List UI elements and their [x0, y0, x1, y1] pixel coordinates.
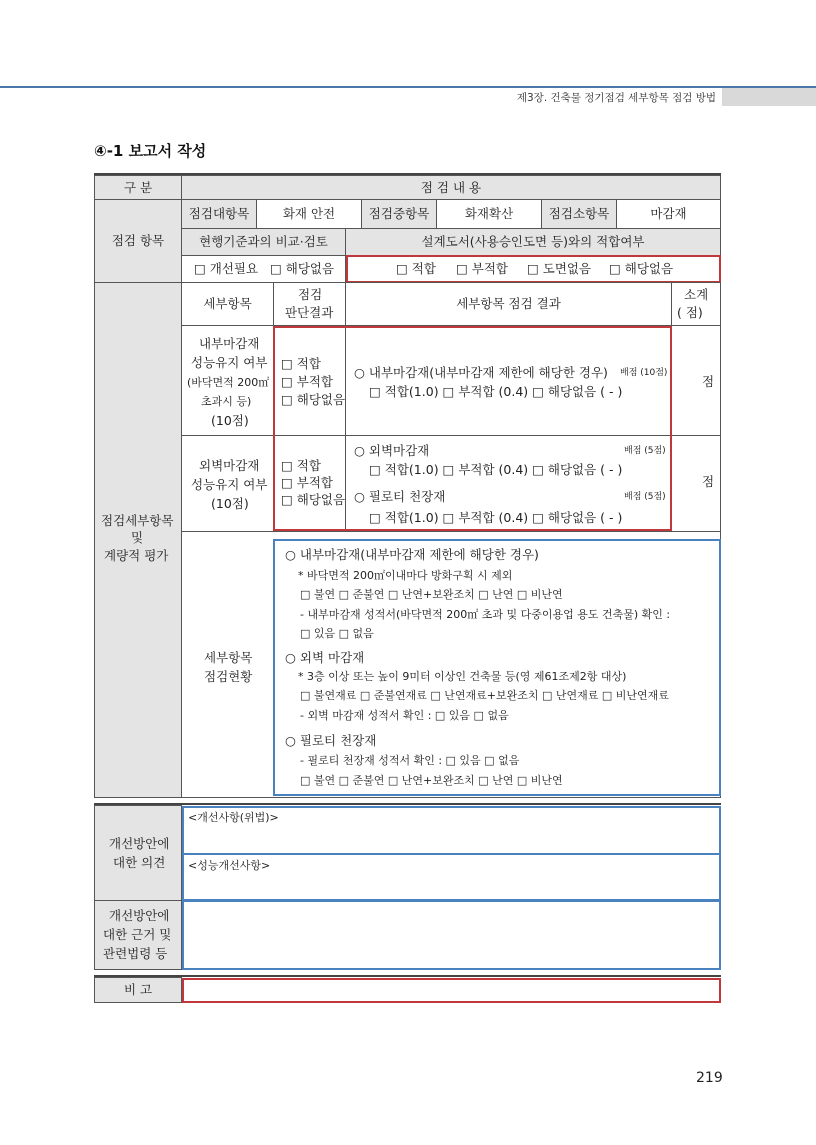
- remarks-top-rule: [94, 975, 721, 977]
- status-line-9[interactable]: - 외벽 마감재 성적서 확인 : □ 있음 □ 없음: [300, 709, 509, 722]
- gubun-header: [94, 175, 182, 200]
- row2-result1-options[interactable]: □ 적합(1.0) □ 부적합 (0.4) □ 해당없음 ( - ): [369, 462, 623, 477]
- row2-name-1: 외벽마감재: [199, 458, 260, 473]
- chapter-title: 제3장. 건축물 정기점검 세부항목 점검 방법: [516, 92, 716, 104]
- h-sub-cell: [181, 282, 274, 326]
- opinion-label-cell: [94, 805, 182, 901]
- basis-label-3: 관련법령 등: [103, 946, 168, 961]
- row1-name-4: 초과시 등): [201, 395, 252, 408]
- status-line-5[interactable]: □ 있음 □ 없음: [300, 627, 374, 640]
- item-label: 점검 항목: [111, 233, 165, 249]
- middle-label-cell: [361, 199, 437, 229]
- row2-name-3: (10점): [211, 496, 249, 511]
- row1-judge-unfit[interactable]: □ 부적합: [281, 374, 334, 389]
- status-line-3[interactable]: □ 불연 □ 준불연 □ 난연+보완조치 □ 난연 □ 비난연: [300, 588, 563, 601]
- status-label-2: 점검현황: [204, 669, 253, 684]
- major-value-cell: [256, 199, 362, 229]
- status-line-1: ○ 내부마감재(내부마감재 제한에 해당한 경우): [285, 547, 539, 562]
- status-line-10: ○ 필로티 천장재: [285, 733, 377, 748]
- violation-label: <개선사항(위법)>: [188, 811, 279, 824]
- section-title: ④-1 보고서 작성: [94, 142, 207, 160]
- minor-label-cell: [541, 199, 617, 229]
- minor-label: 점검소항목: [548, 206, 610, 222]
- detail-label-3: 계량적 평가: [104, 548, 169, 563]
- row1-total: 점: [702, 374, 715, 389]
- design-label-cell: [345, 228, 721, 256]
- gubun-header-label: 구 분: [123, 179, 153, 195]
- row2-result2-title: ○ 필로티 천장재: [354, 489, 446, 504]
- row1-judge-fit[interactable]: □ 적합: [281, 356, 321, 371]
- opinion-label-2: 대한 의견: [113, 855, 166, 870]
- performance-label: <성능개선사항>: [188, 859, 271, 872]
- status-line-4: - 내부마감재 성적서(바닥면적 200㎡ 초과 및 다중이용업 용도 건축물) 확인 :: [300, 608, 671, 621]
- status-line-2: * 바닥면적 200㎡이내마다 방화구획 시 제외: [298, 569, 513, 582]
- h-judge-2: 판단결과: [285, 305, 334, 320]
- major-label-cell: [181, 199, 257, 229]
- content-header-label: 점 검 내 용: [420, 179, 482, 195]
- row1-result-options[interactable]: □ 적합(1.0) □ 부적합 (0.4) □ 해당없음 ( - ): [369, 384, 623, 399]
- h-sub: 세부항목: [203, 296, 252, 312]
- h-total-2: ( 점): [677, 305, 703, 320]
- middle-value-cell: [436, 199, 542, 229]
- status-line-8[interactable]: □ 불연재료 □ 준불연재료 □ 난연재료+보완조치 □ 난연재료 □ 비난연재료: [300, 689, 669, 702]
- detail-label-1: 점검세부항목: [101, 513, 174, 528]
- row2-name-2: 성능유지 여부: [191, 477, 268, 492]
- opinion-top-rule: [94, 803, 721, 805]
- middle-label: 점검중항목: [368, 206, 430, 222]
- remarks-box[interactable]: [182, 978, 721, 1003]
- basis-box[interactable]: [182, 900, 721, 970]
- remarks-label-cell: [94, 977, 182, 1003]
- h-result-cell: [345, 282, 672, 326]
- design-label: 설계도서(사용승인도면 등)와의 적합여부: [421, 234, 645, 250]
- opinion-label-1: 개선방안에: [109, 836, 170, 851]
- h-total-1: 소계: [684, 287, 709, 302]
- compare-option-na[interactable]: □ 해당없음: [270, 261, 335, 276]
- row1-score: 배점 (10점): [620, 368, 668, 378]
- status-line-6: ○ 외벽 마감재: [285, 650, 365, 665]
- row1-name-1: 내부마감재: [199, 336, 260, 351]
- row2-result1-score: 배점 (5점): [624, 446, 666, 456]
- header-rule: [0, 86, 816, 88]
- row2-judge-na[interactable]: □ 해당없음: [281, 492, 346, 507]
- design-options-highlight: [346, 255, 721, 283]
- item-label-cell: [94, 199, 182, 283]
- row1-name-5: (10점): [211, 413, 249, 428]
- basis-label-1: 개선방안에: [109, 908, 170, 923]
- row1-name-2: 성능유지 여부: [191, 355, 268, 370]
- detail-label-2: 및: [131, 530, 144, 545]
- compare-label: 현행기준과의 비교·검토: [199, 234, 328, 250]
- row2-judge-unfit[interactable]: □ 부적합: [281, 475, 334, 490]
- page-number: 219: [696, 1070, 723, 1086]
- row2-judge-fit[interactable]: □ 적합: [281, 458, 321, 473]
- major-label: 점검대항목: [188, 206, 250, 222]
- row1-result-title: ○ 내부마감재(내부마감재 제한에 해당한 경우): [354, 365, 608, 380]
- status-label-1: 세부항목: [204, 650, 253, 665]
- row2-result2-score: 배점 (5점): [624, 492, 666, 502]
- compare-option-needed[interactable]: □ 개선필요: [194, 261, 259, 276]
- row1-name-3: (바닥면적 200㎡: [187, 376, 270, 389]
- minor-value: 마감재: [650, 206, 687, 222]
- judge-result-highlight: [273, 326, 672, 531]
- compare-label-cell: [181, 228, 346, 256]
- middle-value: 화재확산: [464, 206, 514, 222]
- design-option-unfit[interactable]: □ 부적합: [456, 261, 509, 276]
- h-judge-1: 점검: [298, 287, 323, 302]
- minor-value-cell: [616, 199, 721, 229]
- status-line-7: * 3층 이상 또는 높이 9미터 이상인 건축물 등(영 제61조제2항 대상): [298, 670, 627, 683]
- design-option-na[interactable]: □ 해당없음: [609, 261, 674, 276]
- header-tab: [722, 88, 816, 106]
- design-option-fit[interactable]: □ 적합: [396, 261, 436, 276]
- h-result: 세부항목 점검 결과: [456, 296, 561, 312]
- basis-label-2: 대한 근거 및: [103, 927, 172, 942]
- major-value: 화재 안전: [282, 206, 336, 222]
- remarks-label: 비 고: [123, 982, 153, 998]
- status-line-11[interactable]: - 필로티 천장재 성적서 확인 : □ 있음 □ 없음: [300, 754, 520, 767]
- row2-result2-options[interactable]: □ 적합(1.0) □ 부적합 (0.4) □ 해당없음 ( - ): [369, 510, 623, 525]
- design-option-nodrawing[interactable]: □ 도면없음: [527, 261, 592, 276]
- row2-total: 점: [702, 474, 715, 489]
- content-header: [181, 175, 721, 200]
- row2-result1-title: ○ 외벽마감재: [354, 443, 430, 458]
- status-line-12[interactable]: □ 불연 □ 준불연 □ 난연+보완조치 □ 난연 □ 비난연: [300, 774, 563, 787]
- row1-judge-na[interactable]: □ 해당없음: [281, 392, 346, 407]
